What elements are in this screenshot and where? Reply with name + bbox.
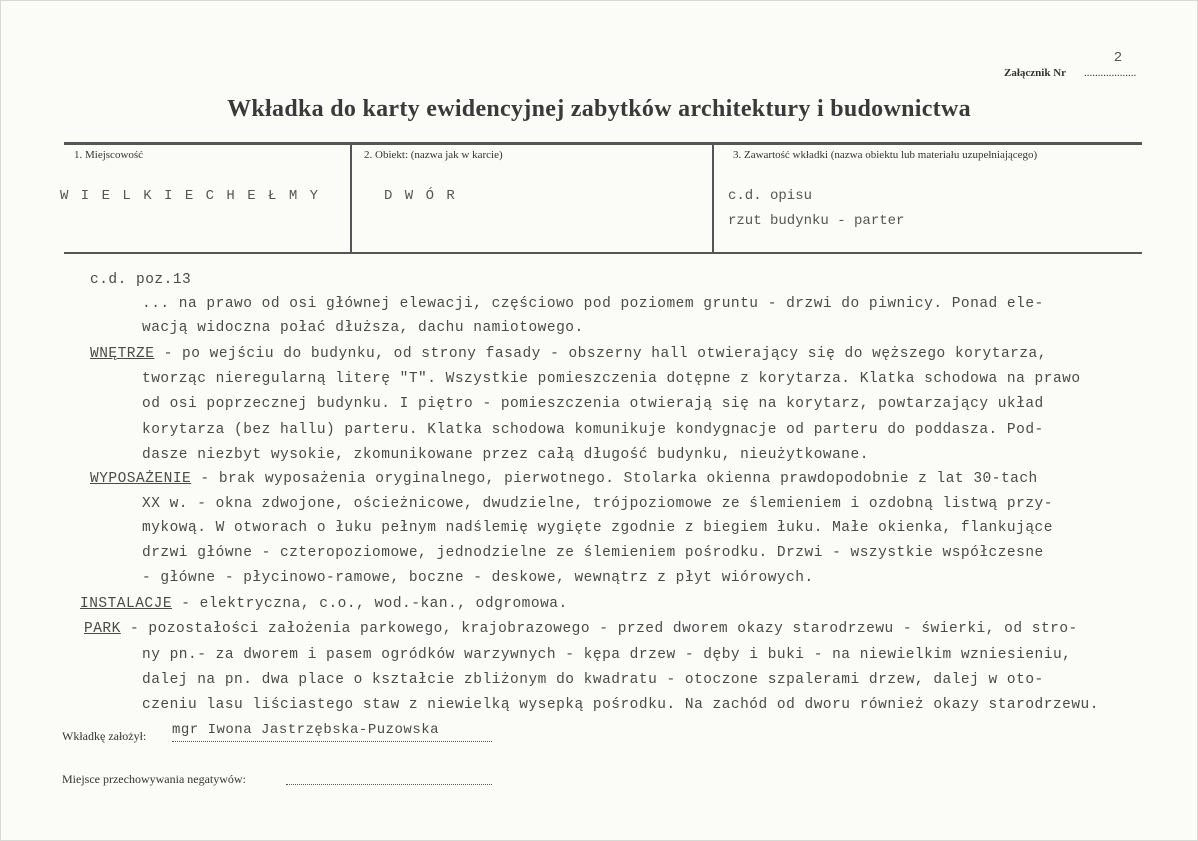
body-line-5: tworząc nieregularną literę "T". Wszystkie pomieszczenia dotępne z korytarza. Klatka schodowa na prawo (142, 371, 1081, 387)
body-line-7: korytarza (bez hallu) parteru. Klatka schodowa komunikuje kondygnacje od parteru do poddasza. Pod- (142, 422, 1044, 438)
table-divider-2 (712, 142, 714, 253)
body-line-16: ny pn.- za dworem i pasem ogródków warzywnych - kępa drzew - dęby i buki - na niewielkim wzniesieniu, (142, 647, 1072, 663)
locality-value: W I E L K I E C H E Ł M Y (60, 188, 321, 204)
col-header-locality: 1. Miejscowość (74, 149, 144, 161)
body-line-10: XX w. - okna zdwojone, ościeżnicowe, dwudzielne, trójpoziomowe ze ślemieniem i ozdobną listwą przy- (142, 496, 1053, 512)
body-line-2: ... na prawo od osi głównej elewacji, częściowo pod poziomem gruntu - drzwi do piwnicy. Ponad ele- (142, 296, 1044, 312)
body-line-8: dasze niezbyt wysokie, zkomunikowane przez całą długość budynku, nieużytkowane. (142, 447, 869, 463)
section-heading-installations: INSTALACJE (80, 596, 173, 612)
body-line-4-text: - po wejściu do budynku, od strony fasady - obszerny hall otwierający się do węższego korytarza, (154, 346, 1047, 362)
body-line-14-text: - elektryczna, c.o., wod.-kan., odgromowa. (172, 596, 568, 612)
section-heading-interior: WNĘTRZE (90, 346, 155, 362)
body-line-4 (90, 346, 1047, 362)
table-top-rule (64, 142, 1142, 145)
table-divider-1 (350, 142, 352, 253)
body-line-14 (80, 596, 568, 612)
body-line-18: czeniu lasu liściastego staw z niewielką wysepką pośrodku. Na zachód od dworu również okazy starodrzewu. (142, 697, 1099, 713)
attachment-number: 2 (1113, 50, 1123, 66)
attachment-label: Załącznik Nr (1004, 67, 1067, 79)
body-line-12: drzwi główne - czteropoziomowe, jednodzielne ze ślemieniem pośrodku. Drzwi - wszystkie współczesne (142, 545, 1044, 561)
table-bottom-rule (64, 252, 1142, 254)
col-header-object: 2. Obiekt: (nazwa jak w karcie) (364, 149, 503, 161)
negatives-label: Miejsce przechowywania negatywów: (62, 772, 246, 786)
body-line-1: c.d. poz.13 (90, 272, 192, 288)
body-line-15-text: - pozostałości założenia parkowego, krajobrazowego - przed dworem okazy starodrzewu - świerki, od stro- (120, 621, 1078, 637)
author-label: Wkładkę założył: (62, 729, 147, 743)
body-line-9-text: - brak wyposażenia oryginalnego, pierwotnego. Stolarka okienna prawdopodobnie z lat 30-tach (191, 471, 1038, 487)
author-value: mgr Iwona Jastrzębska-Puzowska (172, 722, 440, 738)
author-dotted-line (172, 740, 492, 742)
contents-value-line1: c.d. opisu (728, 188, 813, 204)
body-line-13: - główne - płycinowo-ramowe, boczne - deskowe, wewnątrz z płyt wiórowych. (142, 570, 814, 586)
section-heading-equipment: WYPOSAŻENIE (90, 471, 192, 487)
body-line-17: dalej na pn. dwa place o kształcie zbliżonym do kwadratu - otoczone szpalerami drzew, dalej w oto- (142, 672, 1044, 688)
section-heading-park: PARK (84, 621, 121, 637)
attachment-dots: ................... (1084, 67, 1137, 79)
negatives-dotted-line (286, 783, 492, 785)
body-line-3: wacją widoczna połać dłuższa, dachu namiotowego. (142, 320, 584, 336)
body-line-6: od osi poprzecznej budynku. I piętro - pomieszczenia otwierają się na korytarz, powtarzający układ (142, 396, 1044, 412)
body-line-15 (84, 621, 1078, 637)
contents-value-line2: rzut budynku - parter (728, 213, 905, 229)
col-header-contents: 3. Zawartość wkładki (nazwa obiektu lub materiału uzupełniającego) (733, 149, 1038, 161)
page-title: Wkładka do karty ewidencyjnej zabytków architektury i budownictwa (227, 96, 971, 122)
body-line-9 (90, 471, 1038, 487)
body-line-11: mykową. W otworach o łuku pełnym nadślemię wygięte zgodnie z biegiem łuku. Małe okienka, flankujące (142, 520, 1053, 536)
object-value: D W Ó R (384, 188, 457, 204)
